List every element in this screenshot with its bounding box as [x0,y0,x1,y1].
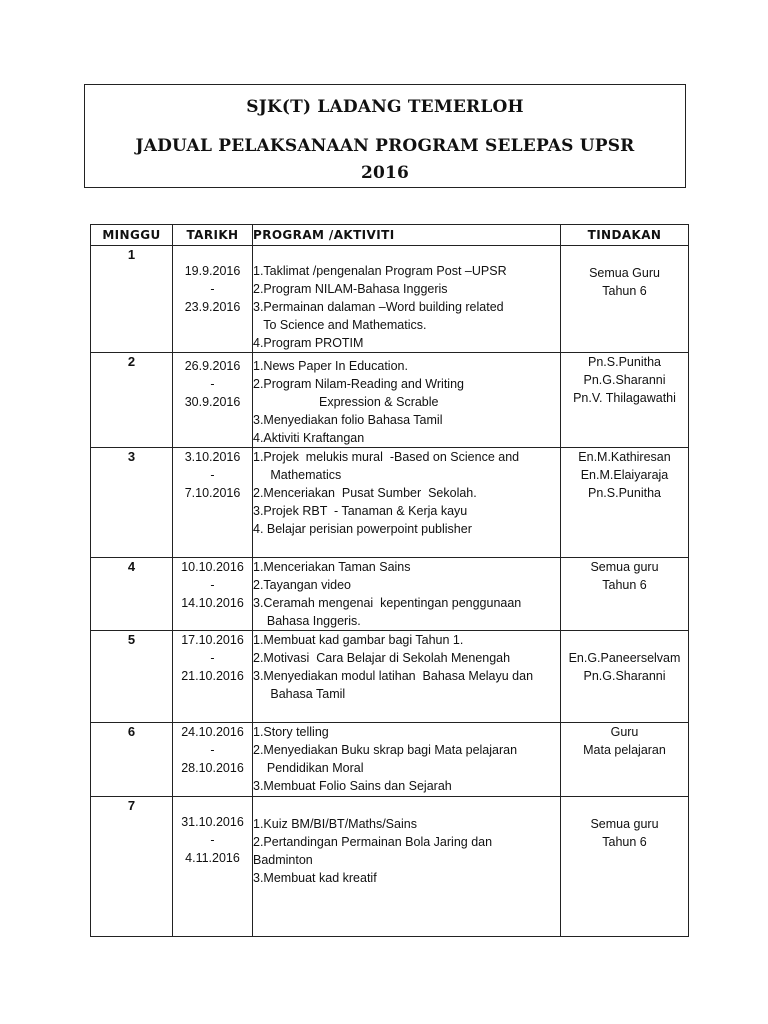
tindakan-line: Semua guru [590,817,659,831]
cell-tarikh [173,448,253,558]
document-title: JADUAL PELAKSANAAN PROGRAM SELEPAS UPSR [135,136,635,156]
program-line: 3.Menyediakan folio Bahasa Tamil [253,413,443,427]
date-end: 23.9.2016 [184,300,241,314]
cell-tindakan [561,353,689,448]
schedule-table [90,224,689,937]
program-line: 2.Menceriakan Pusat Sumber Sekolah. [253,486,477,500]
program-line: 4. Belajar perisian powerpoint publisher [253,522,472,536]
cell-program [253,353,561,448]
program-line: 3.Menyediakan modul latihan Bahasa Melayu dan [253,669,534,683]
cell-tindakan [561,246,689,353]
cell-minggu: 5 [91,631,173,723]
program-line: To Science and Mathematics. [253,318,427,332]
table-row [91,723,689,797]
program-line: 2.Pertandingan Permainan Bola Jaring dan [253,835,493,849]
table-row [91,246,689,353]
tindakan-line: Pn.S.Punitha [588,486,661,500]
program-line: Mathematics [253,468,342,482]
cell-minggu: 4 [91,558,173,631]
program-line: 3.Permainan dalaman –Word building related [253,300,504,314]
program-line: 2.Motivasi Cara Belajar di Sekolah Menengah [253,651,511,665]
tindakan-line [561,797,688,815]
cell-tarikh [173,631,253,723]
cell-tarikh [173,797,253,937]
date-start: 17.10.2016 [181,633,244,647]
tindakan-line: Tahun 6 [602,578,647,592]
tindakan-line: Pn.V. Thilagawathi [573,391,676,405]
program-line: 1.Projek melukis mural -Based on Science and [253,450,520,464]
date-end: 4.11.2016 [185,851,240,865]
date-start: 31.10.2016 [181,815,244,829]
table-header-row [91,225,689,246]
tindakan-line: Tahun 6 [602,284,647,298]
program-line: 2.Program Nilam-Reading and Writing [253,377,464,391]
cell-program [253,723,561,797]
program-line [253,797,560,815]
table-row [91,797,689,937]
table-row [91,558,689,631]
school-name: SJK(T) LADANG TEMERLOH [246,97,524,117]
header-tarikh: TARIKH [173,225,253,246]
cell-minggu: 2 [91,353,173,448]
date-start: 26.9.2016 [184,359,241,373]
cell-program [253,448,561,558]
date-start: 19.9.2016 [184,264,241,278]
program-line: 2.Program NILAM-Bahasa Inggeris [253,282,448,296]
program-line: Bahasa Tamil [253,687,346,701]
header-tindakan: TINDAKAN [561,225,689,246]
document-year: 2016 [360,163,410,183]
cell-minggu: 7 [91,797,173,937]
program-line: 3.Projek RBT - Tanaman & Kerja kayu [253,504,468,518]
date-separator: - [210,282,215,296]
cell-program [253,246,561,353]
program-line: 1.Kuiz BM/BI/BT/Maths/Sains [253,817,417,831]
program-line: 1.Menceriakan Taman Sains [253,560,411,574]
program-line: 2.Tayangan video [253,578,351,592]
cell-tarikh [173,558,253,631]
tindakan-line: Pn.G.Sharanni [583,373,666,387]
tindakan-line: En.M.Kathiresan [578,450,671,464]
date-end: 7.10.2016 [184,486,241,500]
cell-minggu: 3 [91,448,173,558]
date-start: 24.10.2016 [181,725,244,739]
tindakan-line: Pn.S.Punitha [588,355,661,369]
date-separator: - [210,833,215,847]
program-line: Bahasa Inggeris. [253,614,361,628]
cell-tindakan [561,797,689,937]
date-separator: - [210,468,215,482]
program-line: 1.Story telling [253,725,329,739]
program-line: 3.Ceramah mengenai kepentingan penggunaan [253,596,522,610]
cell-program [253,797,561,937]
table-row [91,353,689,448]
program-line: 1.News Paper In Education. [253,359,408,373]
table-row [91,631,689,723]
cell-tindakan [561,448,689,558]
date-separator: - [210,743,215,757]
tindakan-line [561,631,688,649]
tindakan-line: Semua guru [590,560,659,574]
header-minggu: MINGGU [91,225,173,246]
cell-tarikh [173,723,253,797]
cell-tindakan [561,558,689,631]
program-line: Expression & Scrable [253,395,439,409]
program-line: 4.Aktiviti Kraftangan [253,431,365,445]
header-program: PROGRAM /AKTIVITI [253,225,561,246]
date-end: 14.10.2016 [181,596,244,610]
tindakan-line: En.G.Paneerselvam [568,651,681,665]
tindakan-line: Mata pelajaran [583,743,666,757]
program-line: 1.Membuat kad gambar bagi Tahun 1. [253,633,464,647]
tindakan-line: En.M.Elaiyaraja [580,468,669,482]
program-line: 3.Membuat Folio Sains dan Sejarah [253,779,452,793]
table-row [91,448,689,558]
date-end: 21.10.2016 [181,669,244,683]
program-line: 3.Membuat kad kreatif [253,871,377,885]
program-line: Badminton [253,853,313,867]
program-line: 4.Program PROTIM [253,336,364,350]
cell-tarikh [173,246,253,353]
program-line: 1.Taklimat /pengenalan Program Post –UPSR [253,264,507,278]
cell-program [253,631,561,723]
tindakan-line [561,246,688,264]
cell-tindakan [561,631,689,723]
date-separator: - [210,651,215,665]
cell-minggu: 1 [91,246,173,353]
date-start: 3.10.2016 [184,450,241,464]
program-line: 2.Menyediakan Buku skrap bagi Mata pelajaran [253,743,518,757]
cell-minggu: 6 [91,723,173,797]
cell-program [253,558,561,631]
cell-tarikh [173,353,253,448]
date-start: 10.10.2016 [181,560,244,574]
date-separator: - [210,578,215,592]
date-separator: - [210,377,215,391]
cell-tindakan [561,723,689,797]
tindakan-line: Guru [610,725,639,739]
tindakan-line: Pn.G.Sharanni [583,669,666,683]
tindakan-line: Semua Guru [589,266,660,280]
date-end: 28.10.2016 [181,761,244,775]
document-title-box [84,84,686,188]
date-end: 30.9.2016 [184,395,241,409]
tindakan-line: Tahun 6 [602,835,647,849]
program-line: Pendidikan Moral [253,761,364,775]
